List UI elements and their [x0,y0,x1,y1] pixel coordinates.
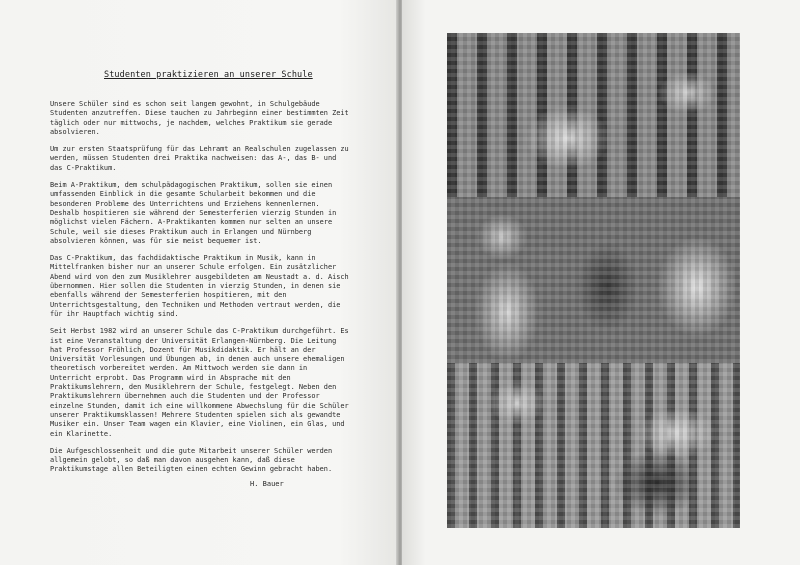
classroom-photo-1 [447,33,740,197]
paragraph: Das C-Praktikum, das fachdidaktische Praktikum in Musik, kann in Mittelfranken bisher nur an unserer Schule erfolgen. Ein zusätzlicher Abend wird von den zum Musiklehrer ausgebildeten am Neustadt a. d. Aisch übernommen. Hier sollen die Studenten in vierzig Stunden, in denen sie ebenfalls während der Semesterferien hospitieren, mit den Unterrichtsgestaltung, den Techniken und Methoden vertraut werden, die für ihr Hauptfach wichtig sind. [50,254,349,318]
paragraph: Unsere Schüler sind es schon seit langem gewohnt, in Schulgebäude Studenten anzutreffen. Diese tauchen zu Jahrbeginn einer bestimmten Zeit täglich oder nur mittwochs, je nachdem, welches Praktikum sie gerade absolvieren. [50,100,349,136]
paragraph: Beim A-Praktikum, dem schulpädagogischen Praktikum, sollen sie einen umfassenden Einblick in die gesamte Schularbeit bekommen und die besonderen Probleme des Unterrichtens und Erziehens kennenlernen. Deshalb hospitieren sie während der Semesterferien vierzig Stunden in möglichst vielen Fächern. A-Praktikanten kommen nur selten an unsere Schule, weil sie dieses Praktikum auch in Erlangen und Nürnberg absolvieren können, was für sie meist bequemer ist. [50,181,337,245]
paragraph: Um zur ersten Staatsprüfung für das Lehramt an Realschulen zugelassen zu werden, müssen Studenten drei Praktika nachweisen: das A-, das B- und das C-Praktikum. [50,145,349,172]
article-title: Studenten praktizieren an unserer Schule [104,70,313,80]
left-page [0,0,398,565]
classroom-photo-2 [447,197,740,363]
author-signature: H. Bauer [250,480,284,488]
classroom-photo-3 [447,363,740,528]
paragraph: Seit Herbst 1982 wird an unserer Schule das C-Praktikum durchgeführt. Es ist eine Veranstaltung der Universität Erlangen-Nürnberg. Die Leitung hat Professor Fröhlich, Dozent für Musikdidaktik. Er hält an der Universität Vorlesungen und Übungen ab, in denen auch unsere ehemaligen theoretisch vorbereitet werden. Am Mittwoch werden sie dann in Unterricht erprobt. Das Programm wird in Absprache mit den Praktikumslehrern, den Musiklehrern der Schule, festgelegt. Neben den Praktikumslehrern übernehmen auch die Studenten und der Professor einzelne Stunden, damit ich eine willkommene Abwechslung für die Schüler unserer Praktikumsklassen! Mehrere Studenten spielen sich als gewandte Musiker ein. Unser Team wagen ein Klavier, eine Violinen, ein Glas, und ein Klarinette. [50,327,349,438]
paragraph: Die Aufgeschlossenheit und die gute Mitarbeit unserer Schüler werden allgemein gelobt, so daß man davon ausgehen kann, daß diese Praktikumstage allen Beteiligten einen echten Gewinn gebracht haben. [50,446,333,474]
article-body [50,100,350,483]
